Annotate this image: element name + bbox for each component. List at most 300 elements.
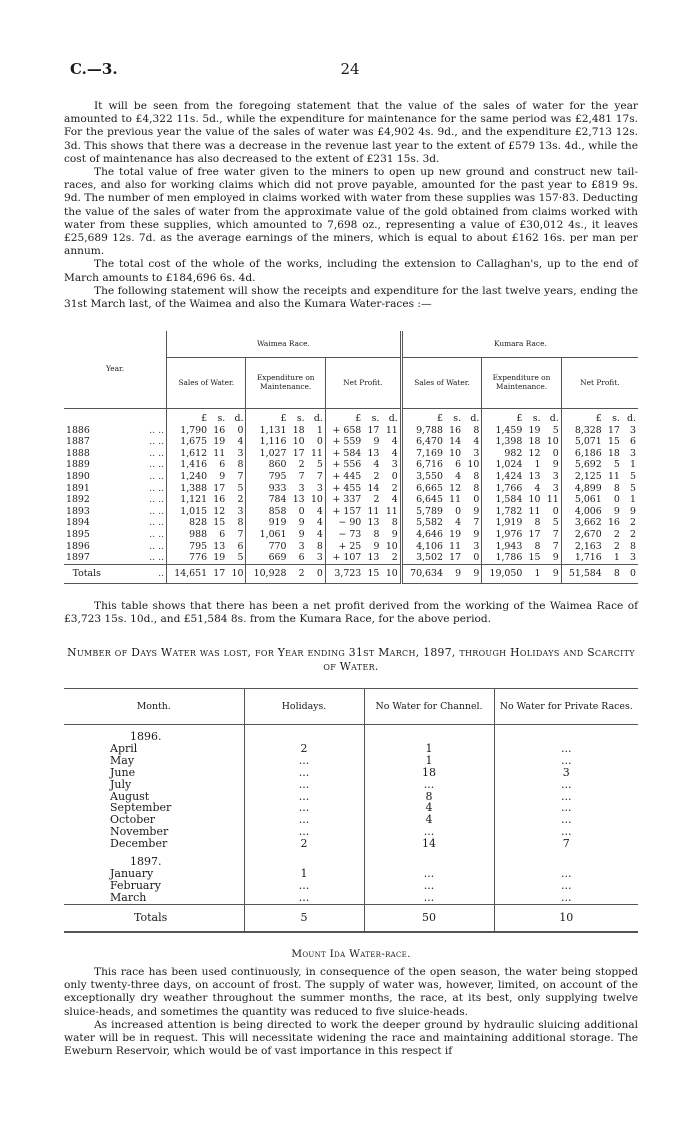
kp-l-cell: 3,662 xyxy=(561,517,604,529)
ws-l-cell: 1,790 xyxy=(167,425,210,437)
ke-s-cell: 8 xyxy=(534,540,541,552)
we-l-cell: 860 xyxy=(246,459,289,471)
paragraph: This table shows that there has been a net profit derived from the working of the Waimea Race of £3,723 15s. 10d., and £51,584 8s. from the Kumara Race, for the above period. xyxy=(64,600,638,626)
channel-cell: ... xyxy=(364,826,494,838)
ws-s-cell: 16 xyxy=(213,424,226,436)
ks-s-cell: 16 xyxy=(449,424,462,436)
ws-l-cell: 1,240 xyxy=(167,471,210,483)
kp-s-cell: 2 xyxy=(613,540,620,552)
we-d-cell: 0 xyxy=(316,436,323,448)
kp-l-cell: 1,716 xyxy=(561,552,604,564)
month-cell: July xyxy=(110,777,132,791)
ws-d-cell: 3 xyxy=(237,505,244,517)
spacer xyxy=(244,725,364,743)
wp-l-cell: + 556 xyxy=(325,459,363,471)
ks-d-cell: 9 xyxy=(473,505,480,517)
kp-d-cell: 8 xyxy=(630,540,636,552)
ws-s-cell: 17 xyxy=(213,482,226,494)
leader-dots: .. .. xyxy=(149,436,165,448)
wp-l-cell: + 658 xyxy=(325,425,363,437)
ws-d-cell: 7 xyxy=(237,528,244,540)
kp-l-cell: 2,125 xyxy=(561,471,604,483)
we-d-cell: 7 xyxy=(316,470,323,482)
ke-s-cell: 11 xyxy=(528,505,541,517)
wp-s-cell: 4 xyxy=(373,459,380,471)
channel-cell: ... xyxy=(364,880,494,892)
holidays-cell: ... xyxy=(244,802,364,814)
kp-d-cell: 5 xyxy=(630,482,636,494)
we-total-d: 0 xyxy=(307,564,326,583)
year-row xyxy=(64,850,638,868)
ws-l-cell: 795 xyxy=(167,541,210,553)
ws-s-cell: 9 xyxy=(219,470,226,482)
ks-d-cell: 0 xyxy=(473,552,480,564)
ke-d-cell: 9 xyxy=(552,459,559,471)
ws-s-cell: 19 xyxy=(213,552,226,564)
channel-cell: 4 xyxy=(364,814,494,826)
table-row xyxy=(64,506,638,518)
channel-cell: 14 xyxy=(364,838,494,850)
wp-s-cell: 2 xyxy=(373,470,380,482)
wp-total-l: 3,723 xyxy=(325,564,363,583)
table-row xyxy=(64,892,638,904)
channel-cell: ... xyxy=(364,779,494,791)
ke-l-cell: 1,786 xyxy=(482,552,525,564)
ke-d-cell: 3 xyxy=(552,470,559,482)
ke-d-cell: 3 xyxy=(552,482,559,494)
private-races-cell: ... xyxy=(494,892,638,904)
private-races-column-header: No Water for Private Races. xyxy=(494,689,638,725)
wp-d-cell: 8 xyxy=(391,517,398,529)
we-d-cell: 4 xyxy=(316,505,323,517)
unit-shillings: s. xyxy=(371,413,380,424)
kp-l-cell: 6,186 xyxy=(561,448,604,460)
ks-s-cell: 10 xyxy=(449,447,462,459)
ke-l-cell: 982 xyxy=(482,448,525,460)
we-s-cell: 2 xyxy=(298,459,305,471)
we-l-cell: 1,131 xyxy=(246,425,289,437)
table-row xyxy=(64,743,638,755)
kp-l-cell: 8,328 xyxy=(561,425,604,437)
spacer xyxy=(494,725,638,743)
kp-s-cell: 0 xyxy=(613,494,620,506)
leader-dots: .. .. xyxy=(149,528,165,540)
kp-s-cell: 18 xyxy=(607,447,620,459)
wp-d-cell: 11 xyxy=(385,505,398,517)
ke-s-cell: 18 xyxy=(528,436,541,448)
ks-d-cell: 3 xyxy=(473,447,480,459)
we-l-cell: 1,061 xyxy=(246,529,289,541)
section-heading: Mount Ida Water-race. xyxy=(291,948,411,960)
ws-d-cell: 2 xyxy=(237,494,244,506)
unit-pence: d. xyxy=(549,413,559,424)
page-number: 24 xyxy=(340,60,360,78)
paragraph: The total cost of the whole of the works, including the extension to Callaghan's, up to the end of March amounts to £184,696 6s. 4d. xyxy=(64,258,638,284)
ks-d-cell: 0 xyxy=(473,494,480,506)
year-cell: 1887 xyxy=(66,436,90,448)
ws-d-cell: 5 xyxy=(237,552,244,564)
year-cell: 1894 xyxy=(66,517,90,529)
year-cell: 1892 xyxy=(66,494,90,506)
year-label: 1897. xyxy=(130,855,162,869)
kp-total-d: 0 xyxy=(622,564,638,583)
kp-d-cell: 3 xyxy=(630,552,636,564)
intro-text xyxy=(64,100,638,311)
ks-d-cell: 7 xyxy=(473,517,480,529)
month-cell: February xyxy=(110,878,161,892)
ks-s-cell: 6 xyxy=(455,459,462,471)
table-row xyxy=(64,552,638,564)
ks-d-cell: 8 xyxy=(473,424,480,436)
wp-l-cell: + 559 xyxy=(325,436,363,448)
we-s-cell: 13 xyxy=(292,494,305,506)
kp-total-l: 51,584 xyxy=(561,564,604,583)
paragraph: This race has been used continuously, in consequence of the open season, the water being stopped only twenty-three days, on account of frost. The supply of water was, however, limited, on account of the exceptionally dry weather throughout the summer months, the race, at its best, only supplying twelve sluice-heads, and sometimes the quantity was reduced to five sluice-heads. xyxy=(64,966,638,1018)
unit-pence: d. xyxy=(234,413,244,424)
we-s-cell: 7 xyxy=(298,470,305,482)
private-races-cell: ... xyxy=(494,880,638,892)
wp-l-cell: − 90 xyxy=(325,517,363,529)
ke-d-cell: 10 xyxy=(546,436,559,448)
wp-s-cell: 17 xyxy=(367,424,380,436)
wp-s-cell: 13 xyxy=(367,552,380,564)
days-lost-body xyxy=(64,725,638,932)
ke-d-cell: 5 xyxy=(552,424,559,436)
kp-l-cell: 4,899 xyxy=(561,483,604,495)
ks-s-cell: 17 xyxy=(449,552,462,564)
ws-l-cell: 1,388 xyxy=(167,483,210,495)
leader-dots: .. .. xyxy=(149,482,165,494)
ks-l-cell: 6,470 xyxy=(401,436,445,448)
race-receipts-table xyxy=(64,331,638,584)
month-cell: December xyxy=(110,837,168,851)
ks-l-cell: 4,646 xyxy=(401,529,445,541)
wp-s-cell: 9 xyxy=(373,436,380,448)
ks-s-cell: 19 xyxy=(449,528,462,540)
currency-unit-row xyxy=(64,409,638,425)
days-lost-title xyxy=(64,646,638,674)
year-cell: 1897 xyxy=(66,552,90,564)
ks-total-d: 9 xyxy=(463,564,482,583)
we-l-cell: 933 xyxy=(246,483,289,495)
kumara-profit-header: Net Profit. xyxy=(561,358,638,409)
holidays-cell: ... xyxy=(244,755,364,767)
kp-s-cell: 1 xyxy=(613,552,620,564)
kp-s-cell: 9 xyxy=(613,505,620,517)
kp-d-cell: 3 xyxy=(630,424,636,436)
ks-s-cell: 11 xyxy=(449,540,462,552)
kp-d-cell: 3 xyxy=(630,447,636,459)
kp-d-cell: 9 xyxy=(630,505,636,517)
holidays-cell: 1 xyxy=(244,868,364,880)
ke-l-cell: 1,976 xyxy=(482,529,525,541)
waimea-sales-header: Sales of Water. xyxy=(167,358,246,409)
ws-d-cell: 7 xyxy=(237,470,244,482)
table-row xyxy=(64,459,638,471)
priv-total: 10 xyxy=(494,904,638,931)
ws-l-cell: 1,121 xyxy=(167,494,210,506)
we-s-cell: 10 xyxy=(292,436,305,448)
kp-d-cell: 5 xyxy=(630,470,636,482)
leader-dots: .. .. xyxy=(149,552,165,564)
unit-pence: d. xyxy=(470,413,480,424)
kp-d-cell: 1 xyxy=(630,494,636,506)
ws-s-cell: 13 xyxy=(213,540,226,552)
we-s-cell: 0 xyxy=(298,505,305,517)
ks-d-cell: 4 xyxy=(473,436,480,448)
ke-s-cell: 8 xyxy=(534,517,541,529)
channel-cell: 18 xyxy=(364,767,494,779)
wp-d-cell: 10 xyxy=(385,540,398,552)
we-d-cell: 1 xyxy=(316,424,323,436)
year-cell: 1890 xyxy=(66,470,90,482)
wp-d-cell: 4 xyxy=(391,447,398,459)
holidays-cell: ... xyxy=(244,779,364,791)
private-races-cell: ... xyxy=(494,814,638,826)
ks-d-cell: 8 xyxy=(473,482,480,494)
leader-dots: .. .. xyxy=(149,459,165,471)
ke-s-cell: 10 xyxy=(528,494,541,506)
wp-l-cell: − 73 xyxy=(325,529,363,541)
parliamentary-reference: C.—3. xyxy=(70,60,118,78)
ks-d-cell: 8 xyxy=(473,470,480,482)
kp-s-cell: 15 xyxy=(607,436,620,448)
wp-l-cell: + 107 xyxy=(325,552,363,564)
kp-l-cell: 5,061 xyxy=(561,494,604,506)
unit-pence: d. xyxy=(313,413,323,424)
kp-l-cell: 5,071 xyxy=(561,436,604,448)
unit-shillings: s. xyxy=(532,413,541,424)
month-cell: January xyxy=(110,866,154,880)
ke-d-cell: 0 xyxy=(552,505,559,517)
kp-d-cell: 2 xyxy=(630,517,636,529)
table-row xyxy=(64,838,638,850)
channel-cell: 8 xyxy=(364,791,494,803)
kp-l-cell: 2,670 xyxy=(561,529,604,541)
holidays-cell: ... xyxy=(244,826,364,838)
ke-s-cell: 17 xyxy=(528,528,541,540)
chan-total: 50 xyxy=(364,904,494,931)
ws-l-cell: 1,675 xyxy=(167,436,210,448)
wp-l-cell: + 157 xyxy=(325,506,363,518)
ke-total-l: 19,050 xyxy=(482,564,525,583)
we-d-cell: 10 xyxy=(310,494,323,506)
ke-l-cell: 1,424 xyxy=(482,471,525,483)
year-column-header: Year. xyxy=(64,331,167,409)
ws-d-cell: 8 xyxy=(237,517,244,529)
wp-l-cell: + 337 xyxy=(325,494,363,506)
ws-d-cell: 4 xyxy=(237,436,244,448)
month-cell: March xyxy=(110,890,147,904)
kp-s-cell: 17 xyxy=(607,424,620,436)
wp-d-cell: 4 xyxy=(391,494,398,506)
paragraph: It will be seen from the foregoing statement that the value of the sales of water for the year amounted to £4,322 11s. 5d., while the expenditure for maintenance for the same period was £2,481 17s. For the previous year the value of the sales of water was £4,902 4s. 9d., and the expenditure £2,713 12s. 3d. This shows that there was a decrease in the revenue last year to the extent of £579 13s. 4d., while the cost of maintenance has also decreased to the extent of £231 15s. 3d. xyxy=(64,100,638,165)
ws-l-cell: 828 xyxy=(167,517,210,529)
kp-s-cell: 5 xyxy=(613,459,620,471)
mount-ida-text xyxy=(64,966,638,1058)
ke-d-cell: 5 xyxy=(552,517,559,529)
month-cell: June xyxy=(110,765,136,779)
ks-l-cell: 3,550 xyxy=(401,471,445,483)
month-cell: April xyxy=(110,741,138,755)
spacer xyxy=(364,850,494,868)
ks-d-cell: 10 xyxy=(467,459,480,471)
ks-s-cell: 4 xyxy=(455,517,462,529)
table-row xyxy=(64,517,638,529)
we-s-cell: 9 xyxy=(298,517,305,529)
month-column-header: Month. xyxy=(64,689,244,725)
table-row xyxy=(64,448,638,460)
ke-s-cell: 12 xyxy=(528,447,541,459)
ke-s-cell: 13 xyxy=(528,470,541,482)
month-cell: October xyxy=(110,813,156,827)
holidays-cell: ... xyxy=(244,814,364,826)
ws-l-cell: 988 xyxy=(167,529,210,541)
table-title: Number of Days Water was lost, for Year ending 31st March, 1897, through Holidays and Scarcity of Water. xyxy=(67,646,635,673)
ke-l-cell: 1,584 xyxy=(482,494,525,506)
table-row xyxy=(64,541,638,553)
year-cell: 1888 xyxy=(66,447,90,459)
ke-total-s: 1 xyxy=(524,564,542,583)
ks-l-cell: 9,788 xyxy=(401,425,445,437)
wp-s-cell: 13 xyxy=(367,517,380,529)
ws-s-cell: 16 xyxy=(213,494,226,506)
ws-s-cell: 15 xyxy=(213,517,226,529)
leader-dots: .. xyxy=(110,564,167,583)
we-l-cell: 1,027 xyxy=(246,448,289,460)
unit-shillings: s. xyxy=(217,413,226,424)
wp-s-cell: 14 xyxy=(367,482,380,494)
ws-total-s: 17 xyxy=(209,564,227,583)
we-l-cell: 770 xyxy=(246,541,289,553)
ke-d-cell: 7 xyxy=(552,540,559,552)
unit-pence: d. xyxy=(388,413,398,424)
wp-total-s: 15 xyxy=(363,564,381,583)
ws-d-cell: 8 xyxy=(237,459,244,471)
ks-total-l: 70,634 xyxy=(401,564,445,583)
table-row xyxy=(64,767,638,779)
ks-s-cell: 4 xyxy=(455,470,462,482)
year-cell: 1886 xyxy=(66,424,90,436)
year-cell: 1896 xyxy=(66,540,90,552)
kp-d-cell: 1 xyxy=(630,459,636,471)
ws-s-cell: 6 xyxy=(219,459,226,471)
year-cell: 1895 xyxy=(66,528,90,540)
we-l-cell: 1,116 xyxy=(246,436,289,448)
ke-d-cell: 0 xyxy=(552,447,559,459)
kp-d-cell: 6 xyxy=(630,436,636,448)
ke-s-cell: 15 xyxy=(528,552,541,564)
spacer xyxy=(494,850,638,868)
kumara-expenditure-header: Expenditure on Maintenance. xyxy=(482,358,561,409)
private-races-cell: ... xyxy=(494,868,638,880)
paragraph: As increased attention is being directed to work the deeper ground by hydraulic sluicing additional water will be in request. This will necessitate widening the race and maintaining additional storage. The Eweburn Reservoir, which would be of vast importance in this respect if xyxy=(64,1018,638,1058)
we-total-l: 10,928 xyxy=(246,564,289,583)
totals-label: Totals xyxy=(64,564,110,583)
private-races-cell: ... xyxy=(494,791,638,803)
holidays-column-header: Holidays. xyxy=(244,689,364,725)
ws-d-cell: 5 xyxy=(237,482,244,494)
wp-l-cell: + 445 xyxy=(325,471,363,483)
ks-l-cell: 6,665 xyxy=(401,483,445,495)
wp-d-cell: 3 xyxy=(391,459,398,471)
table-row xyxy=(64,436,638,448)
kp-l-cell: 4,006 xyxy=(561,506,604,518)
channel-cell: 1 xyxy=(364,755,494,767)
ws-l-cell: 1,612 xyxy=(167,448,210,460)
ws-l-cell: 1,015 xyxy=(167,506,210,518)
we-d-cell: 4 xyxy=(316,517,323,529)
leader-dots: .. .. xyxy=(149,424,165,436)
ws-total-d: 10 xyxy=(227,564,246,583)
we-s-cell: 6 xyxy=(298,552,305,564)
ke-s-cell: 4 xyxy=(534,482,541,494)
channel-cell: 4 xyxy=(364,802,494,814)
page-header xyxy=(70,60,630,80)
ks-s-cell: 11 xyxy=(449,494,462,506)
kumara-sales-header: Sales of Water. xyxy=(401,358,482,409)
wp-d-cell: 0 xyxy=(391,470,398,482)
ks-l-cell: 7,169 xyxy=(401,448,445,460)
kp-d-cell: 2 xyxy=(630,528,636,540)
totals-label: Totals xyxy=(64,904,244,931)
wp-d-cell: 2 xyxy=(391,552,398,564)
unit-pounds: £ xyxy=(482,409,525,425)
we-l-cell: 784 xyxy=(246,494,289,506)
private-races-cell: ... xyxy=(494,743,638,755)
ws-total-l: 14,651 xyxy=(167,564,210,583)
ke-d-cell: 11 xyxy=(546,494,559,506)
month-cell: September xyxy=(110,801,172,815)
wp-d-cell: 4 xyxy=(391,436,398,448)
private-races-cell: ... xyxy=(494,779,638,791)
ks-l-cell: 5,582 xyxy=(401,517,445,529)
leader-dots: .. .. xyxy=(149,505,165,517)
ws-s-cell: 19 xyxy=(213,436,226,448)
section-divider xyxy=(64,932,638,933)
table-row xyxy=(64,880,638,892)
ks-l-cell: 6,645 xyxy=(401,494,445,506)
ws-s-cell: 11 xyxy=(213,447,226,459)
ke-total-d: 9 xyxy=(542,564,561,583)
ks-d-cell: 9 xyxy=(473,528,480,540)
paragraph: The total value of free water given to the miners to open up new ground and construct new tail-races, and also for working claims which did not prove payable, amounted for the past year to £819 9s. 9d. The number of men employed in claims worked with water from these supplies was 157·83. Deducting the value of the sales of water from the approximate value of the gold obtained from claims worked with water from these supplies, which amounted to 7,698 oz., representing a value of £30,012 4s., it leaves £25,689 12s. 7d. as the average earnings of the miners, which is equal to about £162 16s. per man per annum. xyxy=(64,166,638,258)
holidays-cell: 2 xyxy=(244,743,364,755)
wp-s-cell: 11 xyxy=(367,505,380,517)
ke-s-cell: 19 xyxy=(528,424,541,436)
we-d-cell: 11 xyxy=(310,447,323,459)
totals-row xyxy=(64,564,638,583)
wp-total-d: 10 xyxy=(381,564,401,583)
channel-column-header: No Water for Channel. xyxy=(364,689,494,725)
unit-pounds: £ xyxy=(167,409,210,425)
month-cell: May xyxy=(110,753,135,767)
wp-d-cell: 2 xyxy=(391,482,398,494)
we-l-cell: 858 xyxy=(246,506,289,518)
we-d-cell: 4 xyxy=(316,528,323,540)
unit-shillings: s. xyxy=(296,413,305,424)
private-races-cell: 3 xyxy=(494,767,638,779)
channel-cell: ... xyxy=(364,868,494,880)
private-races-cell: ... xyxy=(494,802,638,814)
profit-summary xyxy=(64,600,638,626)
unit-pounds: £ xyxy=(401,409,445,425)
ws-d-cell: 0 xyxy=(237,424,244,436)
we-s-cell: 18 xyxy=(292,424,305,436)
ks-d-cell: 3 xyxy=(473,540,480,552)
wp-l-cell: + 25 xyxy=(325,541,363,553)
unit-pounds: £ xyxy=(325,409,363,425)
